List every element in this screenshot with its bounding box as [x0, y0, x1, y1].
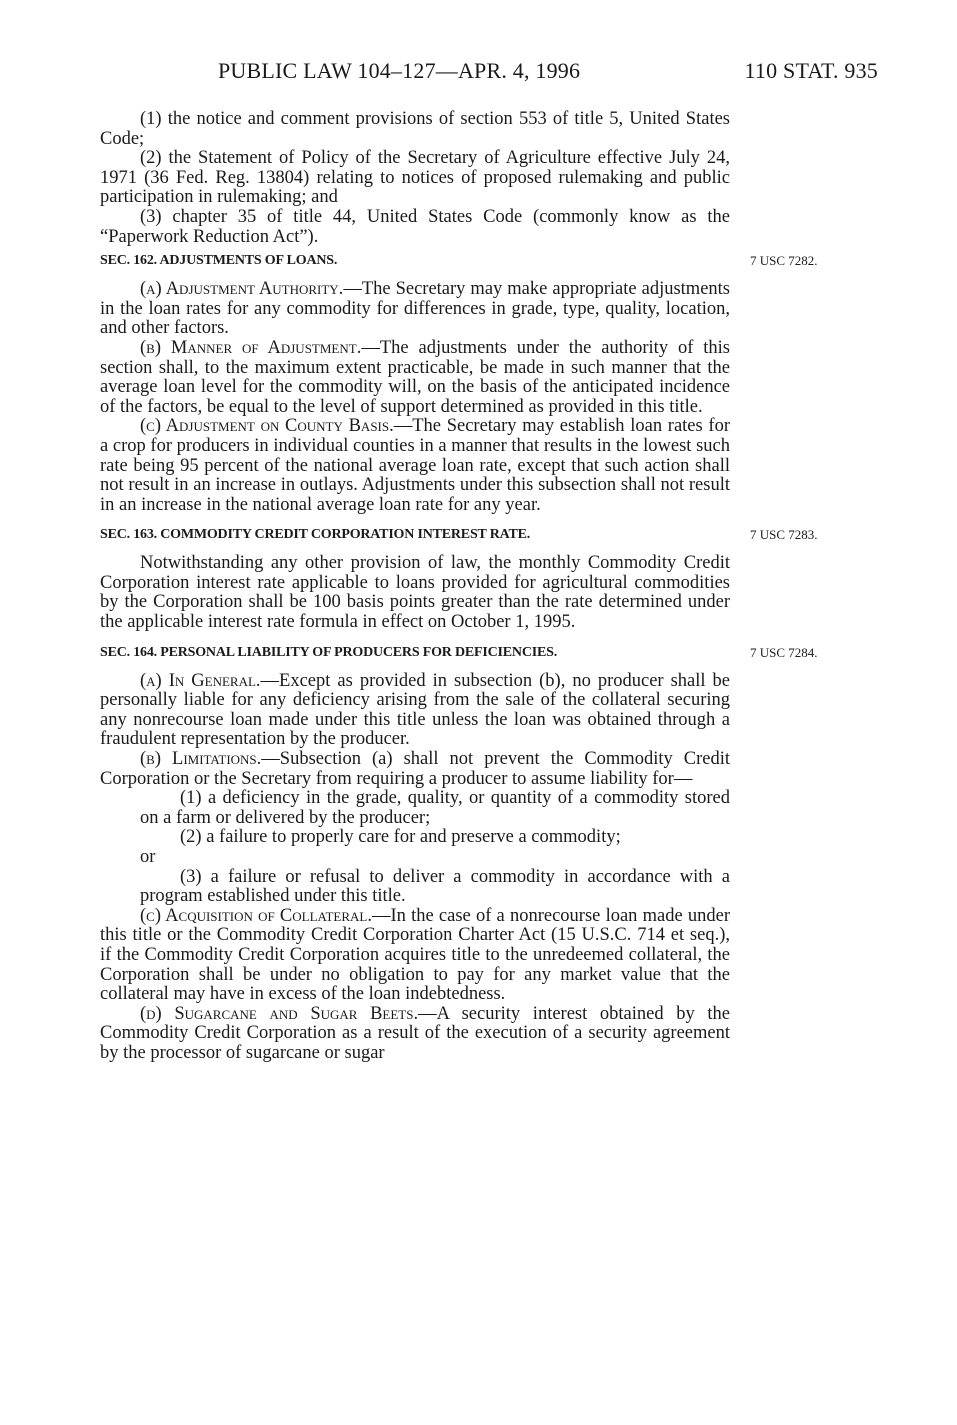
- subsection-text: —The adjustments under the authority of this section shall, to the maximum extent practicable, be made in such manner that the average loan level for the commodity will, on the basis of the anticipated incidence of the factors, be equal to the level of support determined as provided in this title.: [100, 337, 730, 417]
- subsection-text: —Subsection (a) shall not prevent the Commodity Credit Corporation or the Secretary from requiring a producer to assume liability for—: [100, 749, 730, 789]
- subsection-heading: (c) Acquisition of Collateral.: [140, 905, 372, 926]
- subsection-text: —The Secretary may establish loan rates for a crop for producers in individual counties in a manner that results in the lowest such rate being 95 percent of the national average loan rate, except that such action shall not result in an increase in outlays. Adjustments under this subsection shall not result in an increase in the national average loan rate for any year.: [100, 416, 730, 515]
- section-164-heading: [100, 644, 818, 662]
- section-164-subsection-c: [100, 907, 730, 1005]
- section-163-text: Notwithstanding any other provision of law, the monthly Commodity Credit Corporation interest rate applicable to loans provided for agricultural commodities by the Corporation shall be 100 basis points greater than the rate determined under the applicable interest rate formula in effect on October 1, 1995.: [100, 553, 730, 633]
- section-162-margin-note: 7 USC 7282.: [750, 253, 818, 269]
- subsection-text: —Except as provided in subsection (b), no producer shall be personally liable for any deficiency arising from the sale of the collateral securing any nonrecourse loan made under this title unless the loan was obtained through a fraudulent representation by the producer.: [100, 670, 731, 750]
- page-header: [218, 58, 878, 92]
- subsection-heading: (a) In General.: [140, 670, 261, 691]
- intro-paragraph-2: (2) the Statement of Policy of the Secretary of Agriculture effective July 24, 1971 (36 Fed. Reg. 13804) relating to notices of proposed rulemaking and public participation in rulemaking; and: [100, 148, 730, 208]
- section-164-subsection-a: [100, 672, 730, 750]
- section-164-paragraph-b3: (3) a failure or refusal to deliver a commodity in accordance with a program established under this title.: [140, 866, 730, 907]
- subsection-text: —The Secretary may make appropriate adjustments in the loan rates for any commodity for differences in grade, type, quality, location, and other factors.: [100, 279, 730, 339]
- header-stat-page: 110 STAT. 935: [744, 58, 878, 83]
- section-162-heading: [100, 252, 818, 270]
- section-163-heading: [100, 526, 818, 544]
- subsection-heading: (d) Sugarcane and Sugar Beets.: [140, 1003, 419, 1024]
- subsection-heading: (b) Manner of Adjustment.: [140, 337, 362, 358]
- document-body: [100, 109, 818, 1064]
- section-162-subsection-b: [100, 339, 730, 417]
- section-164-margin-note: 7 USC 7284.: [750, 644, 818, 660]
- subsection-heading: (b) Limitations.: [140, 749, 262, 770]
- section-164-subsection-d: [100, 1005, 730, 1064]
- section-164-title: SEC. 164. PERSONAL LIABILITY OF PRODUCERS FOR DEFICIENCIES.: [100, 644, 558, 660]
- subsection-text: —A security interest obtained by the Commodity Credit Corporation as a result of the execution of a security agreement by the processor of sugarcane or sugar: [100, 1003, 730, 1063]
- section-164-subsection-b: [100, 750, 730, 789]
- section-164-paragraph-b2-or: or: [140, 847, 156, 867]
- intro-paragraph-1: (1) the notice and comment provisions of section 553 of title 5, United States Code;: [100, 109, 730, 149]
- section-163-title: SEC. 163. COMMODITY CREDIT CORPORATION INTEREST RATE.: [100, 527, 531, 543]
- subsection-heading: (c) Adjustment on County Basis.: [140, 416, 394, 437]
- intro-paragraph-3: (3) chapter 35 of title 44, United States Code (commonly know as the “Paperwork Reduction Act”).: [100, 206, 730, 247]
- subsection-heading: (a) Adjustment Authority.: [140, 279, 344, 300]
- section-162-subsection-a: [100, 280, 730, 339]
- section-162-subsection-c: [100, 417, 730, 515]
- header-title: PUBLIC LAW 104–127—APR. 4, 1996: [218, 58, 581, 83]
- section-163-margin-note: 7 USC 7283.: [750, 527, 818, 543]
- section-162-title: SEC. 162. ADJUSTMENTS OF LOANS.: [100, 253, 338, 269]
- section-164-paragraph-b1: (1) a deficiency in the grade, quality, or quantity of a commodity stored on a farm or delivered by the producer;: [140, 788, 730, 828]
- section-164-paragraph-b2: (2) a failure to properly care for and preserve a commodity;: [180, 827, 621, 848]
- subsection-text: —In the case of a nonrecourse loan made under this title or the Commodity Credit Corporation Charter Act (15 U.S.C. 714 et seq.), if the Commodity Credit Corporation acquires title to the unredeemed collateral, the Corporation shall be under no obligation to pay for any market value that the collateral may have in excess of the loan indebtedness.: [100, 905, 730, 1005]
